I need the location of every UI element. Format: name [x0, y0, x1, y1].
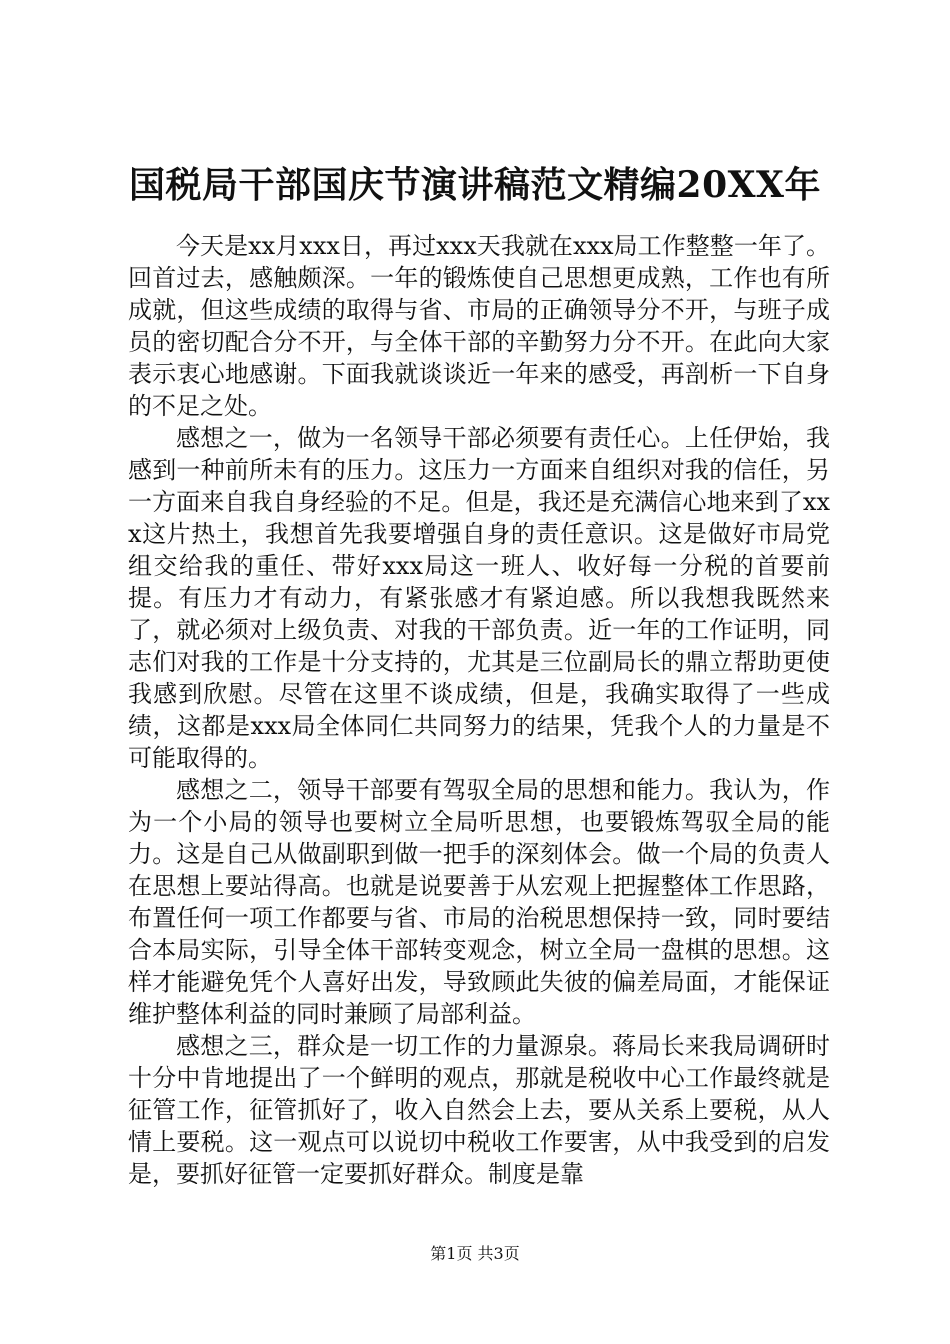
- document-title: 国税局干部国庆节演讲稿范文精编20XX年: [129, 164, 821, 206]
- paragraph-thought-one: 感想之一，做为一名领导干部必须要有责任心。上任伊始，我感到一种前所未有的压力。这压力一方面来自组织对我的信任，另一方面来自我自身经验的不足。但是，我还是充满信心地来到了xxx这片热土，我想首先我要增强自身的责任意识。这是做好市局党组交给我的重任、带好xxx局这一班人、收好每一分税的首要前提。有压力才有动力，有紧张感才有紧迫感。所以我想我既然来了，就必须对上级负责、对我的干部负责。近一年的工作证明，同志们对我的工作是十分支持的，尤其是三位副局长的鼎立帮助更使我感到欣慰。尽管在这里不谈成绩，但是，我确实取得了一些成绩，这都是xxx局全体同仁共同努力的结果，凭我个人的力量是不可能取得的。: [128, 424, 830, 772]
- paragraph-thought-three: 感想之三，群众是一切工作的力量源泉。蒋局长来我局调研时十分中肯地提出了一个鲜明的观点，那就是税收中心工作最终就是征管工作，征管抓好了，收入自然会上去，要从关系上要税，从人情上要税。这一观点可以说切中税收工作要害，从中我受到的启发是，要抓好征管一定要抓好群众。制度是靠: [128, 1032, 830, 1188]
- page-number-footer: 第1页 共3页: [430, 1244, 520, 1263]
- paragraph-thought-two: 感想之二，领导干部要有驾驭全局的思想和能力。我认为，作为一个小局的领导也要树立全局听思想，也要锻炼驾驭全局的能力。这是自己从做副职到做一把手的深刻体会。做一个局的负责人在思想上要站得高。也就是说要善于从宏观上把握整体工作思路，布置任何一项工作都要与省、市局的治税思想保持一致，同时要结合本局实际，引导全体干部转变观念，树立全局一盘棋的思想。这样才能避免凭个人喜好出发，导致顾此失彼的偏差局面，才能保证维护整体利益的同时兼顾了局部利益。: [128, 776, 830, 1028]
- document-body: [128, 230, 830, 1190]
- paragraph-intro: 今天是xx月xxx日，再过xxx天我就在xxx局工作整整一年了。回首过去，感触颇深。一年的锻炼使自己思想更成熟，工作也有所成就，但这些成绩的取得与省、市局的正确领导分不开，与班子成员的密切配合分不开，与全体干部的辛勤努力分不开。在此向大家表示衷心地感谢。下面我就谈谈近一年来的感受，再剖析一下自身的不足之处。: [128, 232, 830, 420]
